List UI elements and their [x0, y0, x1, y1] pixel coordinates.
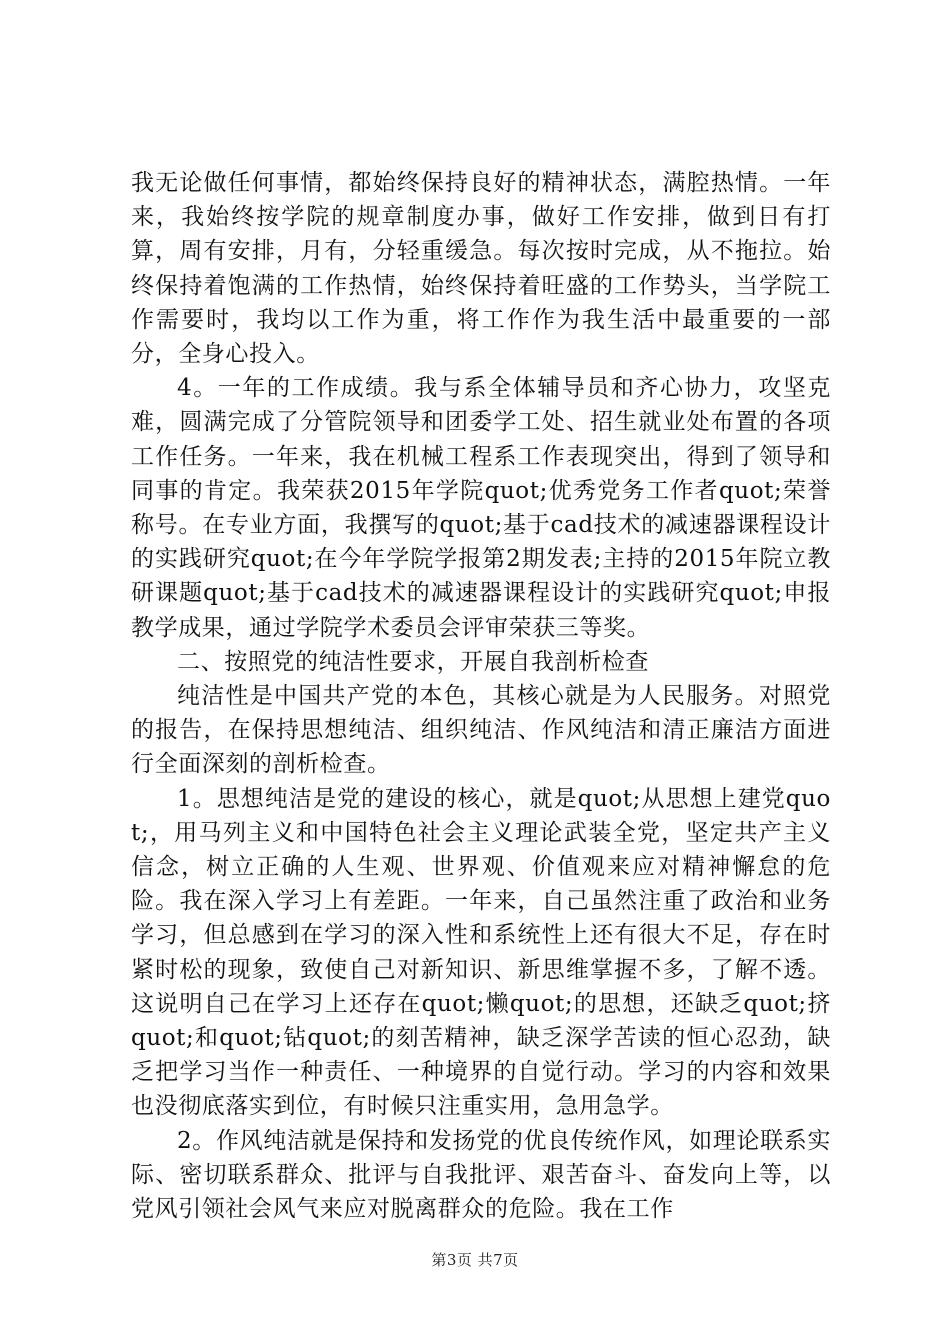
paragraph-style-purity: 2。作风纯洁就是保持和发扬党的优良传统作风，如理论联系实际、密切联系群众、批评与自我批评、艰苦奋斗、奋发向上等，以党风引领社会风气来应对脱离群众的危险。我在工作: [131, 1127, 831, 1223]
paragraph-work-attitude: 我无论做任何事情，都始终保持良好的精神状态，满腔热情。一年来，我始终按学院的规章制度办事，做好工作安排，做到日有打算，周有安排，月有，分轻重缓急。每次按时完成，从不拖拉。始终保持着饱满的工作热情，始终保持着旺盛的工作势头，当学院工作需要时，我均以工作为重，将工作作为我生活中最重要的一部分，全身心投入。: [131, 170, 831, 368]
section-heading-self-analysis: 二、按照党的纯洁性要求，开展自我剖析检查: [177, 648, 649, 675]
paragraph-work-achievements: 4。一年的工作成绩。我与系全体辅导员和齐心协力，攻坚克难，圆满完成了分管院领导和团委学工处、招生就业处布置的各项工作任务。一年来，我在机械工程系工作表现突出，得到了领导和同事的肯定。我荣获2015年学院quot;优秀党务工作者quot;荣誉称号。在专业方面，我撰写的quot;基于cad技术的减速器课程设计的实践研究quot;在今年学院学报第2期发表;主持的2015年院立教研课题quot;基于cad技术的减速器课程设计的实践研究quot;申报教学成果，通过学院学术委员会评审荣获三等奖。: [131, 375, 831, 641]
paragraph-ideological-purity: 1。思想纯洁是党的建设的核心，就是quot;从思想上建党quot;，用马列主义和中国特色社会主义理论武装全党，坚定共产主义信念，树立正确的人生观、世界观、价值观来应对精神懈怠的危险。我在深入学习上有差距。一年来，自己虽然注重了政治和业务学习，但总感到在学习的深入性和系统性上还有很大不足，存在时紧时松的现象，致使自己对新知识、新思维掌握不多，了解不透。这说明自己在学习上还存在quot;懒quot;的思想，还缺乏quot;挤quot;和quot;钻quot;的刻苦精神，缺乏深学苦读的恒心忍劲，缺乏把学习当作一种责任、一种境界的自觉行动。学习的内容和效果也没彻底落实到位，有时候只注重实用，急用急学。: [131, 785, 831, 1120]
page-number-footer: 第3页 共7页: [431, 1251, 519, 1269]
document-body: [131, 166, 831, 1226]
paragraph-purity-intro: 纯洁性是中国共产党的本色，其核心就是为人民服务。对照党的报告，在保持思想纯洁、组织纯洁、作风纯洁和清正廉洁方面进行全面深刻的剖析检查。: [131, 683, 831, 778]
